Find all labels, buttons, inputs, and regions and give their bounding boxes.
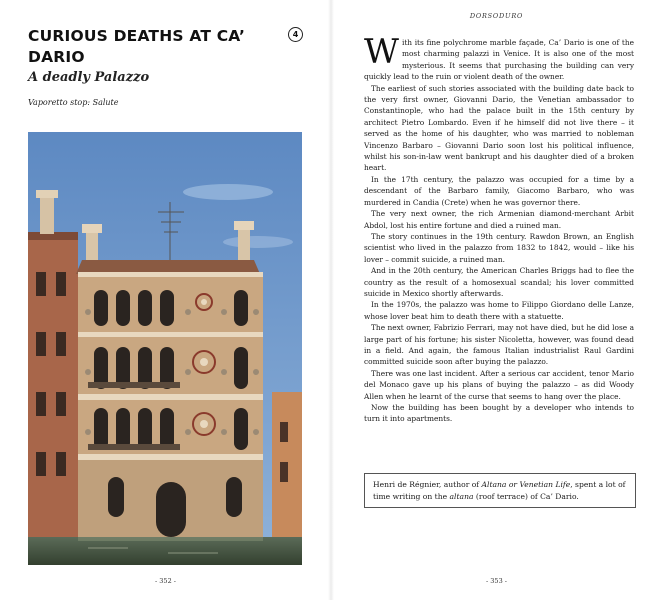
paragraph-9: There was one last incident. After a serious car accident, tenor Mario del Monaco gave up his plans of buying the palazzo – as did Woody Allen when he learnt of the curse that seems to hang over the place. xyxy=(364,368,634,401)
paragraph-4: The very next owner, the rich Armenian diamond-merchant Arbit Abdol, lost his entire fortune and died a ruined man. xyxy=(364,209,634,230)
paragraph-3: In the 17th century, the palazzo was occupied for a time by a descendant of the Barbaro family, Giacomo Barbaro, who was murdered in Candia (Crete) when he was governor there. xyxy=(364,174,634,207)
callout-term: altana xyxy=(449,491,474,501)
sidebar-callout xyxy=(364,473,636,508)
running-head: DORSODURO xyxy=(469,12,524,20)
callout-book-title: Altana or Venetian Life xyxy=(481,480,571,489)
paragraph-8: The next owner, Fabrizio Ferrari, may not have died, but he did lose a large part of his fortune; his sister Nicoletta, however, was found dead in a field. And again, the famous Italian industrialist Raul Gardini committed suicide soon after buying the palazzo. xyxy=(364,323,634,367)
paragraph-10: Now the building has been bought by a developer who intends to turn it into apartments. xyxy=(364,403,634,424)
article-body xyxy=(364,32,634,425)
page-subtitle: A deadly Palazzo xyxy=(28,70,150,85)
page-number-right: - 353 - xyxy=(486,577,507,585)
callout-text-before: Henri de Régnier, author of xyxy=(373,480,482,489)
page-title: CURIOUS DEATHS AT CA’ DARIO xyxy=(28,27,246,66)
paragraph-2: The earliest of such stories associated with the building date back to the very first owner, Giovanni Dario, the Venetian ambassador to Constantinople, who had the palace built in the 15th century by architect Pietro Lombardo. Even if he himself did not live there – it served as the home of his daughter, who was married to nobleman Vincenzo Barbaro – Giovanni Dario soon lost his political influence, whilst his son-in-law went bankrupt and his daughter died of a broken heart. xyxy=(364,83,634,173)
page-number-left: - 352 - xyxy=(155,577,176,585)
paragraph-6: And in the 20th century, the American Charles Briggs had to flee the country as the result of a homosexual scandal; his lover committed suicide in Mexico shortly afterwards. xyxy=(364,266,634,298)
paragraph-7: In the 1970s, the palazzo was home to Filippo Giordano delle Lanze, whose lover beat him to death there with a statuette. xyxy=(364,300,634,321)
ca-dario-photo xyxy=(28,132,302,565)
callout-text-middle: , spent a lot of time writing on the xyxy=(373,480,626,501)
paragraph-5: The story continues in the 19th century. Rawdon Brown, an English scientist who lived in the palazzo from 1832 to 1842, would – like his lover – commit suicide, a ruined man. xyxy=(364,231,634,264)
vaporetto-stop: Vaporetto stop: Salute xyxy=(28,98,119,107)
entry-number-badge: 4 xyxy=(288,27,303,42)
drop-cap: W xyxy=(364,32,399,72)
paragraph-1 xyxy=(364,32,634,83)
paragraph-1-text: ith its fine polychrome marble façade, Ca’ Dario is one of the most charming palazzi in Venice. It is also one of the most mysterious. It seems that purchasing the building can very quickly lead to the ruin or violent death of the owner. xyxy=(364,38,634,82)
callout-text-after: (roof terrace) of Ca’ Dario. xyxy=(473,491,579,501)
